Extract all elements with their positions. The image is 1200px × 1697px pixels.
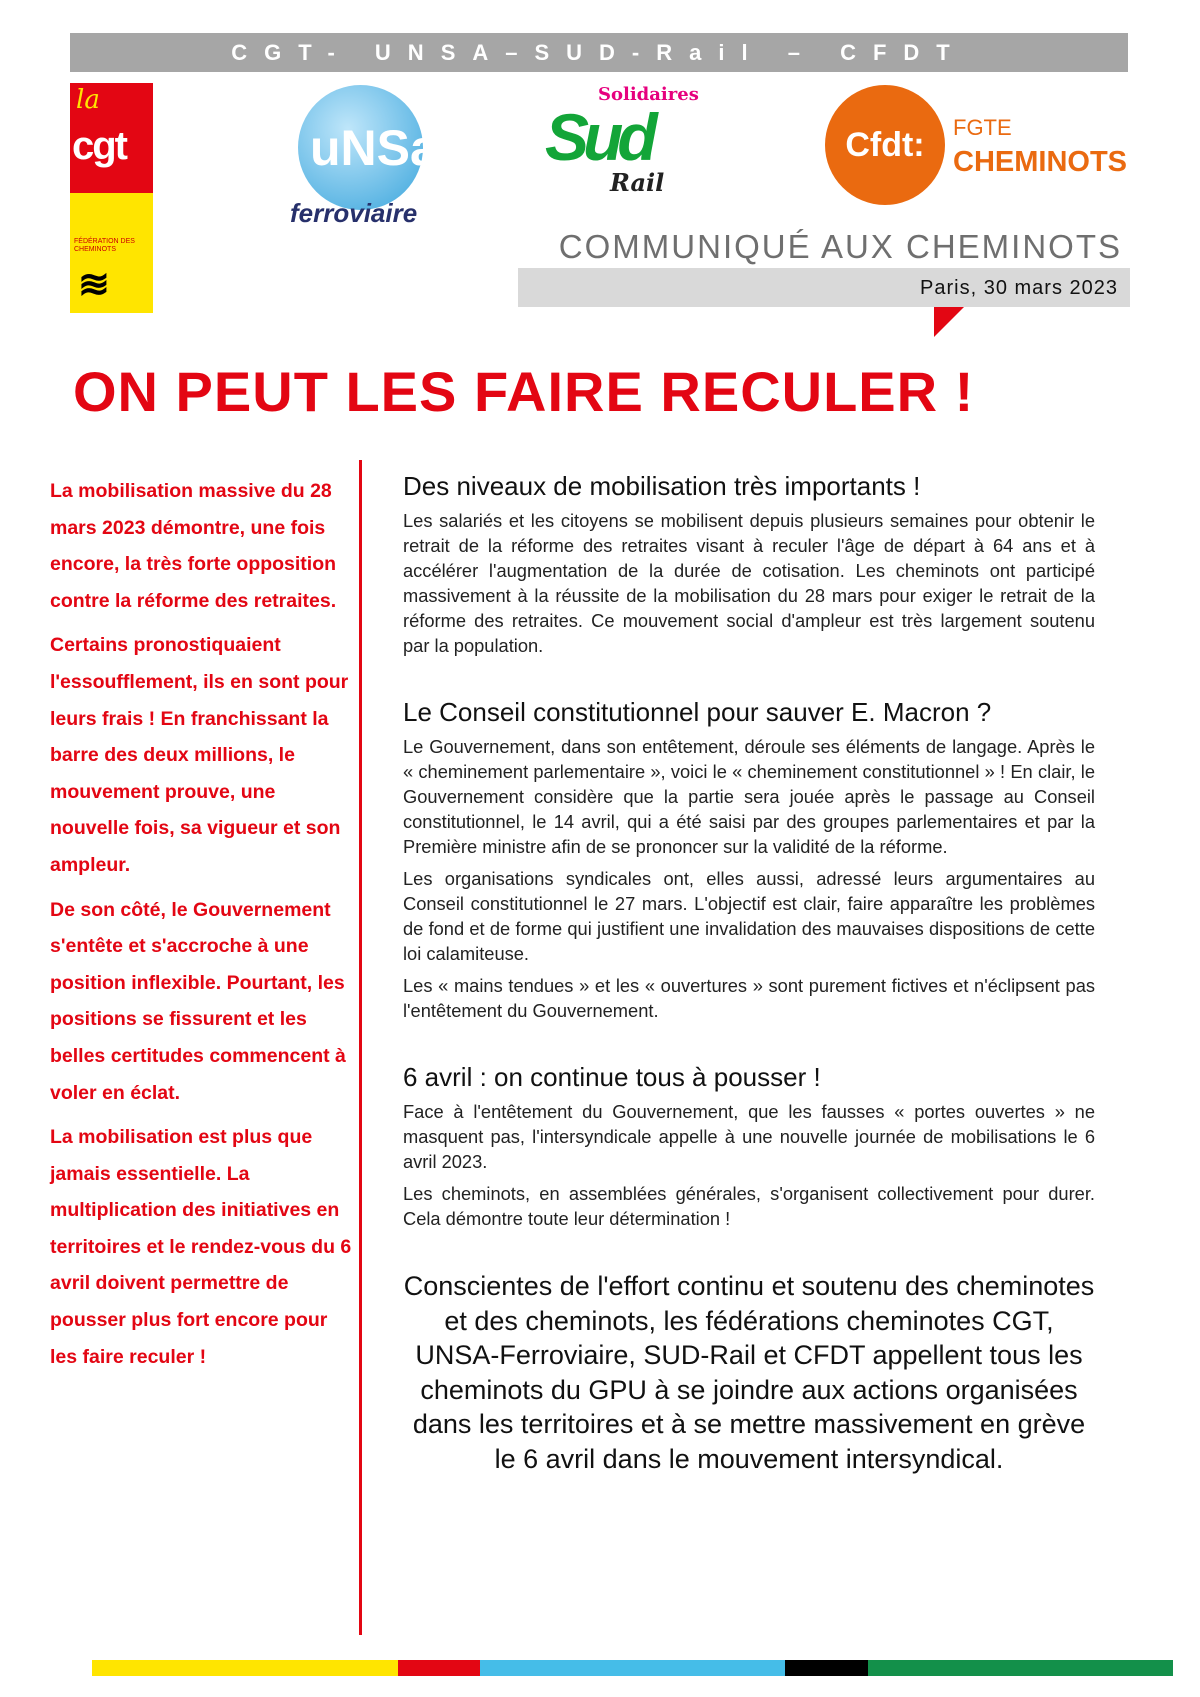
footer-bar-green [868, 1660, 1173, 1676]
cgt-logo-name: cgt [72, 124, 126, 168]
unions-banner: CGT- UNSA–SUD-Rail – CFDT [70, 33, 1128, 72]
section-paragraph: Face à l'entêtement du Gouvernement, que les fausses « portes ouvertes » ne masquent pas, l'intersyndicale appelle à une nouvelle journée de mobilisations le 6 avril 2023. [403, 1101, 1095, 1172]
section-heading: Des niveaux de mobilisation très importants ! [403, 471, 921, 501]
cgt-federation-label: FÉDÉRATION DES CHEMINOTS [74, 238, 135, 253]
left-paragraph: La mobilisation massive du 28 mars 2023 démontre, une fois encore, la très forte opposition contre la réforme des retraites. [50, 480, 337, 612]
footer-bar-yellow [92, 1660, 398, 1676]
section-6-avril [403, 1061, 1095, 1231]
date: Paris, 30 mars 2023 [920, 277, 1118, 299]
section-mobilisation [403, 470, 1095, 658]
left-paragraph: La mobilisation est plus que jamais essentielle. La multiplication des initiatives en territoires et le rendez-vous du 6 avril doivent permettre de pousser plus fort encore pour les faire reculer ! [50, 1126, 352, 1368]
section-paragraph: Les organisations syndicales ont, elles aussi, adressé leurs argumentaires au Conseil constitutionnel le 27 mars. L'objectif est clair, faire apparaître les problèmes de fond et de forme qui justifient une invalidation des mauvaises dispositions de cette loi calamiteuse. [403, 868, 1095, 964]
sud-rail-label: Rail [610, 168, 665, 197]
cfdt-fgte-label: FGTE [953, 115, 1012, 140]
left-column [50, 473, 355, 1383]
cgt-logo-la: la [76, 85, 100, 115]
sud-logo-name: Sud [545, 100, 652, 174]
right-column [403, 470, 1095, 1476]
section-conseil [403, 696, 1095, 1023]
sud-solidaires-label: Solidaires [598, 84, 699, 105]
column-divider [359, 460, 362, 1635]
closing-statement: Conscientes de l'effort continu et soutenu des cheminotes et des cheminots, les fédérations cheminotes CGT, UNSA-Ferroviaire, SUD-Rail et CFDT appellent tous les cheminots du GPU à se joindre aux actions organisées dans les territoires et à se mettre massivement en grève le 6 avril dans le mouvement intersyndical. [403, 1271, 1095, 1474]
left-paragraph: Certains pronostiquaient l'essoufflement, ils en sont pour leurs frais ! En franchissant la barre des deux millions, le mouvement prouve, une nouvelle fois, sa vigueur et son ampleur. [50, 634, 349, 876]
section-heading: 6 avril : on continue tous à pousser ! [403, 1062, 821, 1092]
unsa-logo-name: uNSa [310, 120, 438, 176]
unsa-logo [290, 85, 440, 235]
cgt-emblem-icon: ≋ [78, 264, 110, 306]
red-triangle-decoration [934, 307, 964, 337]
section-paragraph: Les « mains tendues » et les « ouvertures » sont purement fictives et n'éclipsent pas l'entêtement du Gouvernement. [403, 975, 1095, 1021]
footer-bar-red [398, 1660, 480, 1676]
communique-label: COMMUNIQUÉ AUX CHEMINOTS [558, 228, 1122, 265]
page-title: ON PEUT LES FAIRE RECULER ! [73, 360, 975, 423]
cgt-logo [70, 83, 153, 313]
section-paragraph: Le Gouvernement, dans son entêtement, déroule ses éléments de langage. Après le « cheminement parlementaire », voici le « cheminement constitutionnel » ! En clair, le Gouvernement considère que la partie sera jouée après le passage au Conseil constitutionnel, le 14 avril, qui a été saisi par des groupes parlementaires et par la Première ministre afin de se prononcer sur la validité de la réforme. [403, 736, 1095, 857]
footer-bar-blue [480, 1660, 785, 1676]
date-bar [518, 268, 1130, 307]
footer-bar-black [785, 1660, 868, 1676]
cfdt-cheminots-label: CHEMINOTS [953, 146, 1127, 178]
sud-rail-logo [540, 85, 710, 200]
cfdt-logo [825, 85, 1125, 210]
section-heading: Le Conseil constitutionnel pour sauver E. Macron ? [403, 697, 992, 727]
cfdt-logo-name: Cfdt: [825, 85, 945, 205]
section-paragraph: Les salariés et les citoyens se mobilisent depuis plusieurs semaines pour obtenir le retrait de la réforme des retraites visant à reculer l'âge de départ à 64 ans et à accélérer l'augmentation de la durée de cotisation. Les cheminots ont participé massivement à la réussite de la mobilisation du 28 mars pour exiger le retrait de la réforme des retraites. Ce mouvement social d'ampleur est très largement soutenu par la population. [403, 510, 1095, 656]
left-paragraph: De son côté, le Gouvernement s'entête et s'accroche à une position inflexible. Pourtant, les positions se fissurent et les belles certitudes commencent à voler en éclat. [50, 898, 346, 1104]
section-paragraph: Les cheminots, en assemblées générales, s'organisent collectivement pour durer. Cela démontre toute leur détermination ! [403, 1183, 1095, 1229]
unsa-logo-sub: ferroviaire [290, 198, 418, 228]
